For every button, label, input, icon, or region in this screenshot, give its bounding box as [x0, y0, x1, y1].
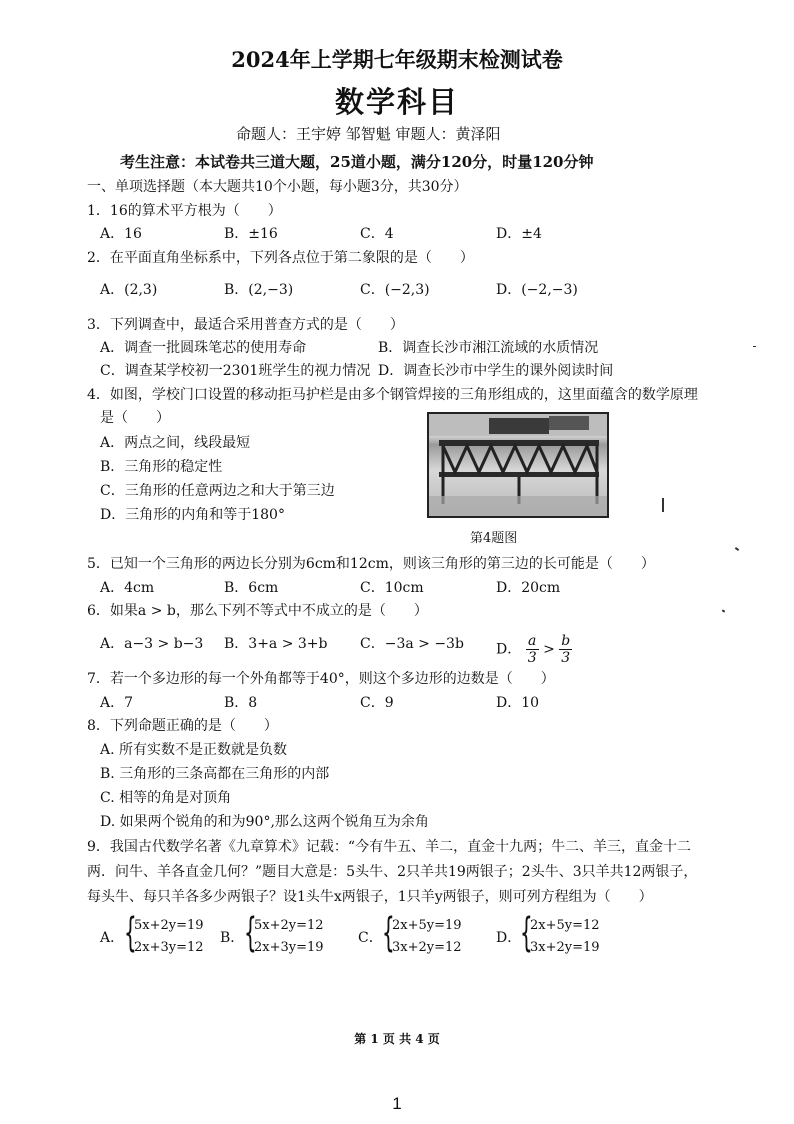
- brace-icon: {: [124, 910, 137, 956]
- option-c: C. 相等的角是对顶角: [100, 790, 232, 806]
- option-c: C．三角形的任意两边之和大于第三边: [100, 483, 335, 499]
- option-d: D．三角形的内角和等于180°: [100, 507, 285, 523]
- equation: 2x+3y=19: [254, 940, 324, 955]
- equation: 2x+5y=12: [530, 918, 600, 933]
- question-stem: 9．我国古代数学名著《九章算术》记载：“今有牛五、羊二，直金十九两；牛二、羊三，直金十二: [87, 839, 692, 855]
- fraction-b-over-3: [559, 633, 572, 666]
- equation: 3x+2y=19: [530, 940, 600, 955]
- option-d: D．: [496, 930, 522, 946]
- brace-icon: {: [244, 910, 257, 956]
- numerator: b: [561, 633, 571, 649]
- option-a: A．16: [100, 226, 142, 242]
- barrier-drawing: [429, 414, 607, 516]
- scan-mark: [722, 609, 726, 612]
- equation: 2x+5y=19: [392, 918, 462, 933]
- option-c: C．4: [360, 226, 394, 242]
- option-c: C．(−2,3): [360, 282, 430, 298]
- question-stem: 3．下列调查中，最适合采用普查方式的是（ ）: [87, 317, 404, 333]
- option-c: C．9: [360, 695, 394, 711]
- brace-icon: {: [520, 910, 533, 956]
- question-stem: 5．已知一个三角形的两边长分别为6cm和12cm，则该三角形的第三边的长可能是（ ）: [87, 556, 655, 572]
- option-b: B．±16: [224, 226, 278, 242]
- option-a: A．调查一批圆珠笔芯的使用寿命: [100, 340, 307, 356]
- option-d: D．(−2,−3): [496, 282, 578, 298]
- barrier-photo: [427, 412, 609, 518]
- option-d: D．10: [496, 695, 540, 711]
- page-number: 1: [392, 1094, 402, 1113]
- figure-caption: 第4题图: [470, 531, 518, 546]
- authors-line: 命题人：王宇婷 邹智魁 审题人：黄泽阳: [236, 125, 501, 143]
- denominator: 3: [561, 650, 571, 666]
- equation: 3x+2y=12: [392, 940, 462, 955]
- option-d: D. 如果两个锐角的和为90°,那么这两个锐角互为余角: [100, 814, 429, 830]
- greater-than-sign: >: [543, 641, 555, 658]
- option-b: B．8: [224, 695, 258, 711]
- scan-mark: [753, 346, 756, 347]
- equation: 2x+3y=12: [134, 940, 204, 955]
- option-b: B．: [220, 930, 245, 946]
- subject-title: 数学科目: [334, 85, 459, 119]
- option-d: D．20cm: [496, 580, 561, 596]
- scan-mark: [735, 547, 739, 551]
- option-a: A．: [100, 930, 125, 946]
- option-b: B．(2,−3): [224, 282, 294, 298]
- option-d: D．±4: [496, 226, 542, 242]
- option-d: [496, 633, 572, 666]
- equation: 5x+2y=19: [134, 918, 204, 933]
- exam-title: 2024年上学期七年级期末检测试卷: [231, 47, 563, 72]
- option-a: A．(2,3): [100, 282, 158, 298]
- question-stem: 6．如果a > b，那么下列不等式中不成立的是（ ）: [87, 603, 428, 619]
- scan-mark: [662, 498, 664, 512]
- option-a: A．7: [100, 695, 134, 711]
- brace-icon: {: [382, 910, 395, 956]
- denominator: 3: [527, 650, 537, 666]
- option-a: A．两点之间，线段最短: [100, 435, 251, 451]
- option-d: D．调查长沙市中学生的课外阅读时间: [378, 363, 614, 379]
- section-heading: 一、单项选择题（本大题共10个小题，每小题3分，共30分）: [87, 179, 468, 195]
- equation: 5x+2y=12: [254, 918, 324, 933]
- question-stem: 1．16的算术平方根为（ ）: [87, 203, 282, 219]
- question-stem: 2．在平面直角坐标系中，下列各点位于第二象限的是（ ）: [87, 250, 474, 266]
- question-stem: 7．若一个多边形的每一个外角都等于40°，则这个多边形的边数是（ ）: [87, 671, 555, 687]
- question-stem-continued: 两．问牛、羊各直金几何？”题目大意是：5头牛、2只羊共19两银子；2头牛、3只羊共12两银子，: [87, 864, 698, 880]
- option-b: B．三角形的稳定性: [100, 459, 223, 475]
- question-stem-continued: 是（ ）: [100, 410, 170, 426]
- option-b: B．3+a > 3+b: [224, 636, 328, 652]
- exam-notice: 考生注意：本试卷共三道大题，25道小题，满分120分，时量120分钟: [120, 153, 594, 171]
- option-d-label: D．: [496, 641, 522, 658]
- option-a: A．4cm: [100, 580, 155, 596]
- question-stem: 4．如图，学校门口设置的移动拒马护栏是由多个钢管焊接的三角形组成的，这里面蕴含的数学原理: [87, 387, 698, 403]
- fraction-a-over-3: [526, 633, 539, 666]
- option-a: A. 所有实数不是正数就是负数: [100, 742, 288, 758]
- option-b: B．调查长沙市湘江流域的水质情况: [378, 340, 599, 356]
- question-stem: 8．下列命题正确的是（ ）: [87, 718, 278, 734]
- page-footer: 第 1 页 共 4 页: [354, 1032, 440, 1046]
- option-c: C．: [358, 930, 383, 946]
- option-b: B. 三角形的三条高都在三角形的内部: [100, 766, 330, 782]
- option-b: B．6cm: [224, 580, 279, 596]
- option-c: C．−3a > −3b: [360, 636, 464, 652]
- option-c: C．调查某学校初一2301班学生的视力情况: [100, 363, 371, 379]
- numerator: a: [526, 633, 539, 650]
- option-a: A．a−3 > b−3: [100, 636, 204, 652]
- question-stem-continued: 每头牛、每只羊各多少两银子？设1头牛x两银子，1只羊y两银子，则可列方程组为（ ）: [87, 889, 653, 905]
- option-c: C．10cm: [360, 580, 424, 596]
